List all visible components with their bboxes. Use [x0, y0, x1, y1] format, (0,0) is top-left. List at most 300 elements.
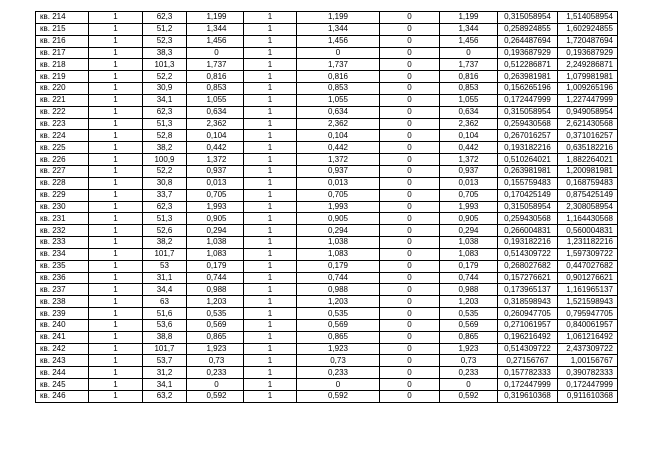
area-cell: 53,6	[143, 319, 187, 331]
area-cell: 52,3	[143, 35, 187, 47]
total-cell: 2,249286871	[558, 59, 618, 71]
value-c-cell: 0,104	[440, 130, 498, 142]
value-a-cell: 0,592	[187, 391, 244, 403]
count-cell: 1	[89, 177, 143, 189]
table-row	[36, 47, 618, 59]
area-cell: 30,8	[143, 177, 187, 189]
value-b-cell: 0	[297, 47, 380, 59]
coefficient-cell: 1	[244, 296, 297, 308]
value-c-cell: 0,744	[440, 272, 498, 284]
coefficient-cell: 1	[244, 379, 297, 391]
value-c-cell: 0,179	[440, 260, 498, 272]
apartment-cell: кв. 242	[36, 343, 89, 355]
count-cell: 1	[89, 47, 143, 59]
value-c-cell: 0,535	[440, 308, 498, 320]
total-cell: 0,447027682	[558, 260, 618, 272]
value-c-cell: 0,816	[440, 71, 498, 83]
total-cell: 1,00156767	[558, 355, 618, 367]
value-c-cell: 1,923	[440, 343, 498, 355]
area-cell: 51,3	[143, 213, 187, 225]
apartment-cell: кв. 219	[36, 71, 89, 83]
value-c-cell: 2,362	[440, 118, 498, 130]
zero-cell: 0	[380, 237, 440, 249]
total-cell: 0,901276621	[558, 272, 618, 284]
apartment-cell: кв. 233	[36, 237, 89, 249]
table-row	[36, 343, 618, 355]
area-cell: 31,1	[143, 272, 187, 284]
coefficient-cell: 1	[244, 343, 297, 355]
total-cell: 1,200981981	[558, 165, 618, 177]
table-row	[36, 94, 618, 106]
value-c-cell: 1,055	[440, 94, 498, 106]
share-cell: 0,266004831	[498, 225, 558, 237]
value-a-cell: 0,853	[187, 83, 244, 95]
value-b-cell: 0,634	[297, 106, 380, 118]
value-b-cell: 1,344	[297, 23, 380, 35]
total-cell: 0,840061957	[558, 319, 618, 331]
area-cell: 38,3	[143, 47, 187, 59]
share-cell: 0,319610368	[498, 391, 558, 403]
count-cell: 1	[89, 319, 143, 331]
count-cell: 1	[89, 225, 143, 237]
value-b-cell: 0,73	[297, 355, 380, 367]
count-cell: 1	[89, 71, 143, 83]
zero-cell: 0	[380, 331, 440, 343]
value-a-cell: 1,993	[187, 201, 244, 213]
coefficient-cell: 1	[244, 391, 297, 403]
count-cell: 1	[89, 331, 143, 343]
zero-cell: 0	[380, 59, 440, 71]
value-c-cell: 1,737	[440, 59, 498, 71]
area-cell: 34,1	[143, 94, 187, 106]
zero-cell: 0	[380, 12, 440, 24]
zero-cell: 0	[380, 391, 440, 403]
total-cell: 1,231182216	[558, 237, 618, 249]
apartment-cell: кв. 226	[36, 154, 89, 166]
count-cell: 1	[89, 83, 143, 95]
value-a-cell: 1,923	[187, 343, 244, 355]
total-cell: 0,635182216	[558, 142, 618, 154]
apartment-cell: кв. 227	[36, 165, 89, 177]
coefficient-cell: 1	[244, 47, 297, 59]
area-cell: 53,7	[143, 355, 187, 367]
value-b-cell: 1,055	[297, 94, 380, 106]
value-a-cell: 0	[187, 379, 244, 391]
value-c-cell: 0,853	[440, 83, 498, 95]
value-c-cell: 0,988	[440, 284, 498, 296]
value-a-cell: 1,456	[187, 35, 244, 47]
area-cell: 52,2	[143, 165, 187, 177]
coefficient-cell: 1	[244, 237, 297, 249]
share-cell: 0,315058954	[498, 106, 558, 118]
value-c-cell: 0,705	[440, 189, 498, 201]
zero-cell: 0	[380, 177, 440, 189]
share-cell: 0,155759483	[498, 177, 558, 189]
share-cell: 0,170425149	[498, 189, 558, 201]
apartment-cell: кв. 240	[36, 319, 89, 331]
zero-cell: 0	[380, 272, 440, 284]
count-cell: 1	[89, 308, 143, 320]
value-b-cell: 0,233	[297, 367, 380, 379]
total-cell: 0,193687929	[558, 47, 618, 59]
coefficient-cell: 1	[244, 12, 297, 24]
value-b-cell: 0,744	[297, 272, 380, 284]
value-a-cell: 0,294	[187, 225, 244, 237]
share-cell: 0,172447999	[498, 94, 558, 106]
total-cell: 2,308058954	[558, 201, 618, 213]
zero-cell: 0	[380, 296, 440, 308]
value-b-cell: 1,203	[297, 296, 380, 308]
coefficient-cell: 1	[244, 106, 297, 118]
apartment-cell: кв. 246	[36, 391, 89, 403]
value-a-cell: 0,634	[187, 106, 244, 118]
table-row	[36, 142, 618, 154]
value-a-cell: 2,362	[187, 118, 244, 130]
table-row	[36, 201, 618, 213]
value-c-cell: 1,083	[440, 248, 498, 260]
zero-cell: 0	[380, 225, 440, 237]
value-a-cell: 1,344	[187, 23, 244, 35]
coefficient-cell: 1	[244, 165, 297, 177]
coefficient-cell: 1	[244, 35, 297, 47]
table-row	[36, 367, 618, 379]
value-a-cell: 0,442	[187, 142, 244, 154]
value-a-cell: 1,372	[187, 154, 244, 166]
table-row	[36, 130, 618, 142]
count-cell: 1	[89, 367, 143, 379]
value-b-cell: 0,179	[297, 260, 380, 272]
coefficient-cell: 1	[244, 319, 297, 331]
value-c-cell: 0,442	[440, 142, 498, 154]
total-cell: 0,949058954	[558, 106, 618, 118]
value-b-cell: 0,535	[297, 308, 380, 320]
apartment-cell: кв. 228	[36, 177, 89, 189]
value-b-cell: 2,362	[297, 118, 380, 130]
coefficient-cell: 1	[244, 201, 297, 213]
apartment-cell: кв. 237	[36, 284, 89, 296]
total-cell: 1,514058954	[558, 12, 618, 24]
value-b-cell: 1,737	[297, 59, 380, 71]
coefficient-cell: 1	[244, 367, 297, 379]
value-a-cell: 0,104	[187, 130, 244, 142]
value-c-cell: 1,993	[440, 201, 498, 213]
value-c-cell: 0,294	[440, 225, 498, 237]
table-row	[36, 296, 618, 308]
share-cell: 0,263981981	[498, 71, 558, 83]
zero-cell: 0	[380, 284, 440, 296]
value-b-cell: 1,993	[297, 201, 380, 213]
count-cell: 1	[89, 106, 143, 118]
apartment-cell: кв. 220	[36, 83, 89, 95]
value-a-cell: 1,203	[187, 296, 244, 308]
apartment-cell: кв. 238	[36, 296, 89, 308]
coefficient-cell: 1	[244, 272, 297, 284]
area-cell: 34,1	[143, 379, 187, 391]
value-a-cell: 0,865	[187, 331, 244, 343]
value-a-cell: 0,535	[187, 308, 244, 320]
value-a-cell: 0,705	[187, 189, 244, 201]
coefficient-cell: 1	[244, 331, 297, 343]
count-cell: 1	[89, 379, 143, 391]
value-b-cell: 0,988	[297, 284, 380, 296]
value-b-cell: 1,038	[297, 237, 380, 249]
zero-cell: 0	[380, 94, 440, 106]
area-cell: 101,7	[143, 343, 187, 355]
value-b-cell: 0,937	[297, 165, 380, 177]
share-cell: 0,268027682	[498, 260, 558, 272]
value-a-cell: 1,083	[187, 248, 244, 260]
table-row	[36, 272, 618, 284]
total-cell: 0,172447999	[558, 379, 618, 391]
share-cell: 0,315058954	[498, 201, 558, 213]
value-a-cell: 0,179	[187, 260, 244, 272]
value-b-cell: 1,456	[297, 35, 380, 47]
count-cell: 1	[89, 391, 143, 403]
area-cell: 38,2	[143, 237, 187, 249]
count-cell: 1	[89, 189, 143, 201]
table-row	[36, 284, 618, 296]
value-a-cell: 0,905	[187, 213, 244, 225]
value-c-cell: 0,937	[440, 165, 498, 177]
share-cell: 0,156265196	[498, 83, 558, 95]
count-cell: 1	[89, 213, 143, 225]
value-b-cell: 0,705	[297, 189, 380, 201]
share-cell: 0,172447999	[498, 379, 558, 391]
apartment-cell: кв. 236	[36, 272, 89, 284]
area-cell: 101,3	[143, 59, 187, 71]
area-cell: 62,3	[143, 12, 187, 24]
zero-cell: 0	[380, 308, 440, 320]
apartment-cell: кв. 229	[36, 189, 89, 201]
table-row	[36, 12, 618, 24]
apartment-cell: кв. 214	[36, 12, 89, 24]
count-cell: 1	[89, 118, 143, 130]
value-c-cell: 1,199	[440, 12, 498, 24]
apartment-cell: кв. 222	[36, 106, 89, 118]
value-c-cell: 0,592	[440, 391, 498, 403]
value-a-cell: 0,744	[187, 272, 244, 284]
count-cell: 1	[89, 201, 143, 213]
area-cell: 63,2	[143, 391, 187, 403]
table-row	[36, 189, 618, 201]
total-cell: 1,161965137	[558, 284, 618, 296]
zero-cell: 0	[380, 83, 440, 95]
coefficient-cell: 1	[244, 213, 297, 225]
area-cell: 52,2	[143, 71, 187, 83]
apartment-cell: кв. 230	[36, 201, 89, 213]
table-row	[36, 260, 618, 272]
area-cell: 30,9	[143, 83, 187, 95]
total-cell: 1,164430568	[558, 213, 618, 225]
value-a-cell: 0,988	[187, 284, 244, 296]
coefficient-cell: 1	[244, 142, 297, 154]
apartment-cell: кв. 234	[36, 248, 89, 260]
share-cell: 0,193182216	[498, 237, 558, 249]
zero-cell: 0	[380, 71, 440, 83]
count-cell: 1	[89, 35, 143, 47]
share-cell: 0,267016257	[498, 130, 558, 142]
value-c-cell: 0,569	[440, 319, 498, 331]
apartment-cell: кв. 216	[36, 35, 89, 47]
share-cell: 0,264487694	[498, 35, 558, 47]
apartment-cell: кв. 235	[36, 260, 89, 272]
zero-cell: 0	[380, 189, 440, 201]
coefficient-cell: 1	[244, 260, 297, 272]
count-cell: 1	[89, 142, 143, 154]
total-cell: 2,621430568	[558, 118, 618, 130]
zero-cell: 0	[380, 213, 440, 225]
apartment-cell: кв. 232	[36, 225, 89, 237]
table-row	[36, 154, 618, 166]
share-cell: 0,512286871	[498, 59, 558, 71]
zero-cell: 0	[380, 248, 440, 260]
value-c-cell: 0,865	[440, 331, 498, 343]
table-row	[36, 83, 618, 95]
area-cell: 31,2	[143, 367, 187, 379]
total-cell: 1,882264021	[558, 154, 618, 166]
zero-cell: 0	[380, 154, 440, 166]
value-a-cell: 1,055	[187, 94, 244, 106]
value-b-cell: 0	[297, 379, 380, 391]
total-cell: 1,061216492	[558, 331, 618, 343]
value-a-cell: 0,937	[187, 165, 244, 177]
coefficient-cell: 1	[244, 59, 297, 71]
apartment-cell: кв. 221	[36, 94, 89, 106]
table-row	[36, 213, 618, 225]
share-cell: 0,259430568	[498, 213, 558, 225]
share-cell: 0,514309722	[498, 248, 558, 260]
coefficient-cell: 1	[244, 284, 297, 296]
coefficient-cell: 1	[244, 177, 297, 189]
count-cell: 1	[89, 296, 143, 308]
zero-cell: 0	[380, 23, 440, 35]
value-b-cell: 0,013	[297, 177, 380, 189]
share-cell: 0,315058954	[498, 12, 558, 24]
count-cell: 1	[89, 284, 143, 296]
share-cell: 0,318598943	[498, 296, 558, 308]
count-cell: 1	[89, 130, 143, 142]
total-cell: 1,720487694	[558, 35, 618, 47]
area-cell: 51,6	[143, 308, 187, 320]
value-b-cell: 1,083	[297, 248, 380, 260]
value-c-cell: 0,013	[440, 177, 498, 189]
coefficient-cell: 1	[244, 225, 297, 237]
zero-cell: 0	[380, 47, 440, 59]
value-b-cell: 0,592	[297, 391, 380, 403]
area-cell: 53	[143, 260, 187, 272]
coefficient-cell: 1	[244, 248, 297, 260]
area-cell: 38,2	[143, 142, 187, 154]
value-a-cell: 0,569	[187, 319, 244, 331]
count-cell: 1	[89, 355, 143, 367]
total-cell: 0,795947705	[558, 308, 618, 320]
coefficient-cell: 1	[244, 83, 297, 95]
share-cell: 0,157276621	[498, 272, 558, 284]
count-cell: 1	[89, 12, 143, 24]
coefficient-cell: 1	[244, 130, 297, 142]
total-cell: 1,602924855	[558, 23, 618, 35]
share-cell: 0,260947705	[498, 308, 558, 320]
area-cell: 51,2	[143, 23, 187, 35]
coefficient-cell: 1	[244, 94, 297, 106]
table-row	[36, 106, 618, 118]
table-row	[36, 379, 618, 391]
table-row	[36, 237, 618, 249]
total-cell: 1,521598943	[558, 296, 618, 308]
value-c-cell: 1,456	[440, 35, 498, 47]
share-cell: 0,157782333	[498, 367, 558, 379]
zero-cell: 0	[380, 130, 440, 142]
value-c-cell: 1,344	[440, 23, 498, 35]
share-cell: 0,173965137	[498, 284, 558, 296]
table-row	[36, 118, 618, 130]
area-cell: 63	[143, 296, 187, 308]
table-row	[36, 308, 618, 320]
area-cell: 62,3	[143, 106, 187, 118]
table-row	[36, 391, 618, 403]
area-cell: 33,7	[143, 189, 187, 201]
value-b-cell: 0,104	[297, 130, 380, 142]
table-body	[36, 12, 618, 403]
value-b-cell: 1,199	[297, 12, 380, 24]
total-cell: 1,079981981	[558, 71, 618, 83]
share-cell: 0,193687929	[498, 47, 558, 59]
count-cell: 1	[89, 260, 143, 272]
area-cell: 52,8	[143, 130, 187, 142]
table-row	[36, 35, 618, 47]
coefficient-cell: 1	[244, 118, 297, 130]
apartment-cell: кв. 224	[36, 130, 89, 142]
total-cell: 0,168759483	[558, 177, 618, 189]
area-cell: 62,3	[143, 201, 187, 213]
count-cell: 1	[89, 59, 143, 71]
table-row	[36, 165, 618, 177]
apartment-cell: кв. 225	[36, 142, 89, 154]
count-cell: 1	[89, 165, 143, 177]
area-cell: 101,7	[143, 248, 187, 260]
value-c-cell: 0	[440, 47, 498, 59]
value-b-cell: 0,865	[297, 331, 380, 343]
count-cell: 1	[89, 154, 143, 166]
table-row	[36, 177, 618, 189]
share-cell: 0,263981981	[498, 165, 558, 177]
value-c-cell: 0,905	[440, 213, 498, 225]
share-cell: 0,193182216	[498, 142, 558, 154]
area-cell: 100,9	[143, 154, 187, 166]
total-cell: 0,875425149	[558, 189, 618, 201]
value-a-cell: 0,013	[187, 177, 244, 189]
apartment-cell: кв. 245	[36, 379, 89, 391]
coefficient-cell: 1	[244, 154, 297, 166]
apartment-cell: кв. 215	[36, 23, 89, 35]
value-c-cell: 0,634	[440, 106, 498, 118]
total-cell: 0,371016257	[558, 130, 618, 142]
value-c-cell: 0,73	[440, 355, 498, 367]
zero-cell: 0	[380, 379, 440, 391]
value-a-cell: 0,73	[187, 355, 244, 367]
coefficient-cell: 1	[244, 308, 297, 320]
table-row	[36, 59, 618, 71]
share-cell: 0,259430568	[498, 118, 558, 130]
count-cell: 1	[89, 343, 143, 355]
share-cell: 0,27156767	[498, 355, 558, 367]
value-a-cell: 1,199	[187, 12, 244, 24]
apartment-cell: кв. 244	[36, 367, 89, 379]
share-cell: 0,258924855	[498, 23, 558, 35]
table-row	[36, 23, 618, 35]
share-cell: 0,271061957	[498, 319, 558, 331]
total-cell: 1,597309722	[558, 248, 618, 260]
